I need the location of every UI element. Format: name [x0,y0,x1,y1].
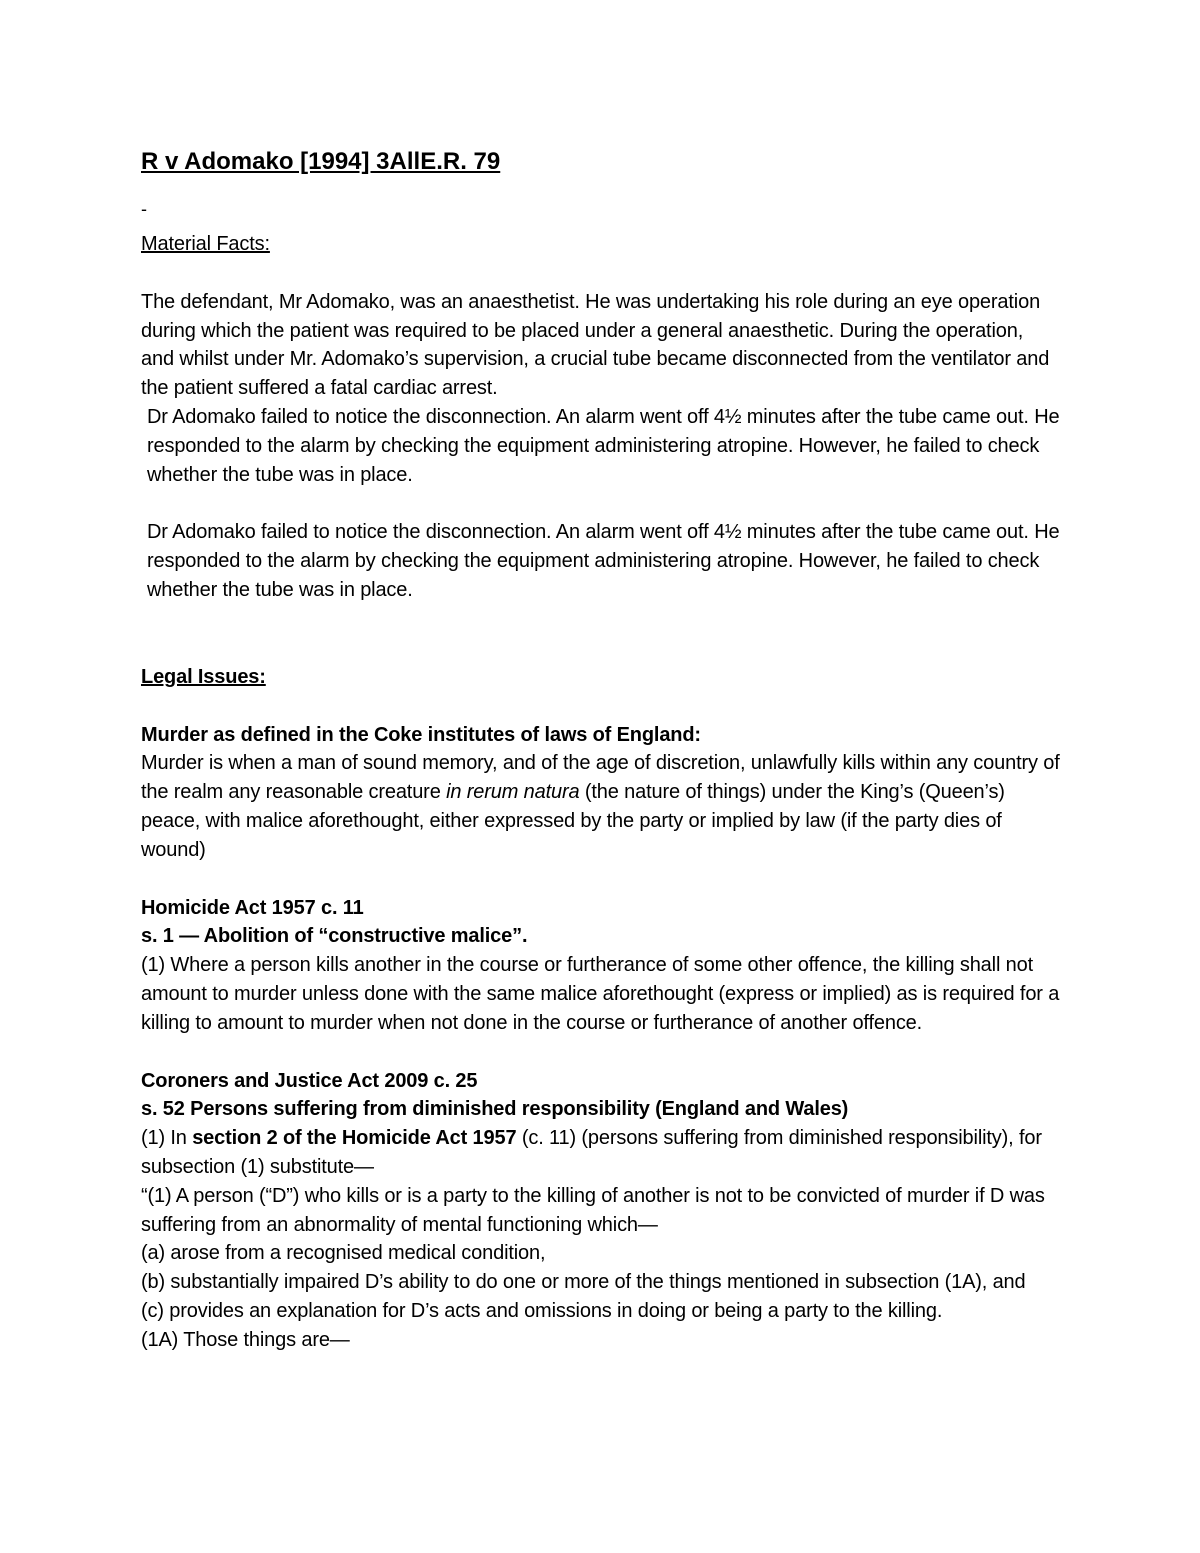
section-52-subsection-1 [141,1124,1061,1182]
section-52-item-a: (a) arose from a recognised medical condition, [141,1242,546,1265]
material-facts-paragraph-3: Dr Adomako failed to notice the disconnection. An alarm went off 4½ minutes after the tube came out. He responded to the alarm by checking the equipment administering atropine. However, he failed to check whether the tube was in place. [147,521,1060,601]
section-52-item-c: (c) provides an explanation for D’s acts and omissions in doing or being a party to the killing. [141,1299,943,1322]
homicide-act-heading: Homicide Act 1957 c. 11 [141,896,364,919]
murder-text-part-2: (the nature of things) under the King’s (Queen’s) peace, with malice aforethought, either expressed by the party or implied by law (if the party dies of wound) [141,781,1005,861]
separator-dash: - [141,199,147,219]
legal-issues-heading: Legal Issues: [141,665,266,688]
murder-text-part-1: Murder is when a man of sound memory, and of the age of discretion, unlawfully kills within any country of the realm any reasonable creature [141,752,1060,804]
coroners-act-heading: Coroners and Justice Act 2009 c. 25 [141,1069,478,1092]
s52-line1-bold: section 2 of the Homicide Act 1957 [192,1127,517,1150]
document-page [141,146,1061,1355]
murder-text-latin: in rerum natura [446,781,580,804]
murder-definition-heading: Murder as defined in the Coke institutes of laws of England: [141,723,701,746]
material-facts-paragraph-1: The defendant, Mr Adomako, was an anaesthetist. He was undertaking his role during an eye operation during which the patient was required to be placed under a general anaesthetic. During the operation, and whilst under Mr. Adomako’s supervision, a crucial tube became disconnected from the ventilator and the patient suffered a fatal cardiac arrest. [141,290,1050,400]
material-facts-paragraph-2: Dr Adomako failed to notice the disconnection. An alarm went off 4½ minutes after the tube came out. He responded to the alarm by checking the equipment administering atropine. However, he failed to check whether the tube was in place. [147,405,1060,486]
material-facts-heading: Material Facts: [141,233,270,255]
section-52-quote: “(1) A person (“D”) who kills or is a party to the killing of another is not to be convicted of murder if D was suffering from an abnormality of mental functioning which— [141,1184,1045,1236]
s52-line1-part-2: (c. 11) (persons suffering from diminished responsibility), for subsection (1) substitute— [141,1127,1042,1178]
murder-definition-text [141,749,1061,864]
section-1-heading: s. 1 — Abolition of “constructive malice”. [141,925,528,948]
section-52-subsection-1a: (1A) Those things are— [141,1328,350,1351]
section-52-heading: s. 52 Persons suffering from diminished responsibility (England and Wales) [141,1098,849,1121]
section-52-item-b: (b) substantially impaired D’s ability to do one or more of the things mentioned in subsection (1A), and [141,1271,1026,1294]
s52-line1-part-1: (1) In [141,1127,193,1150]
section-1-text: (1) Where a person kills another in the course or furtherance of some other offence, the killing shall not amount to murder unless done with the same malice aforethought (express or implied) as is required for a killing to amount to murder when not done in the course or furtherance of another offence. [141,954,1060,1034]
case-title: R v Adomako [1994] 3AllE.R. 79 [141,148,501,175]
